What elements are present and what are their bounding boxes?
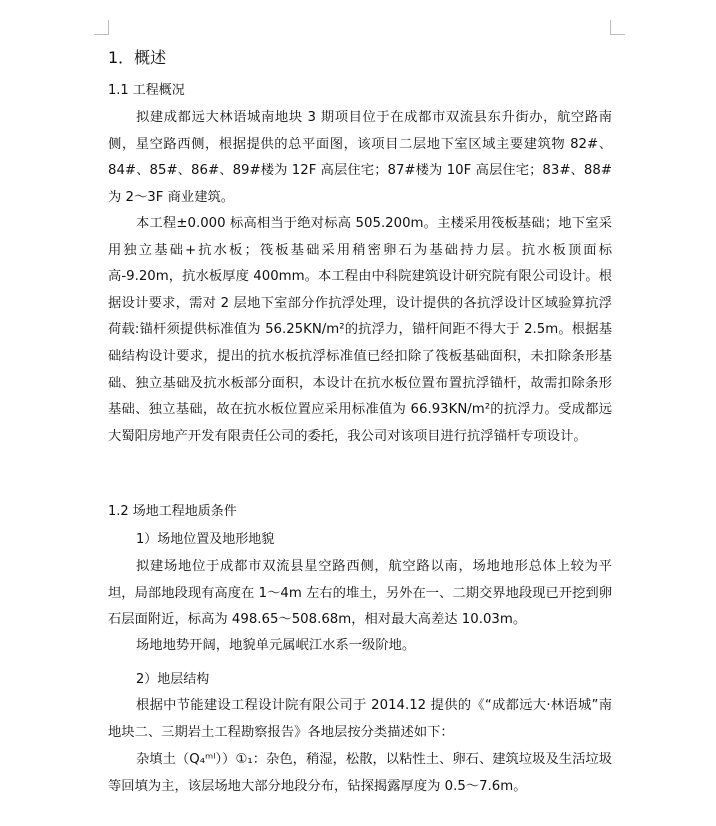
paragraph-fill-soil: 杂填土（Q₄ᵐˡ））①₁：杂色，稍湿，松散，以粘性土、卵石、建筑垃圾及生活垃圾等回填为主，该层场地大部分地段分布，钻探揭露厚度为 0.5～7.6m。 — [108, 752, 612, 794]
paragraph-survey-report: 根据中节能建设工程设计院有限公司于 2014.12 提供的《“成都远大·林语城”南地块二、三期岩土工程勘察报告》各地层按分类描述如下： — [108, 698, 612, 740]
item-heading-strata: 2）地层结构 — [136, 672, 210, 687]
crop-mark-top-left — [94, 20, 109, 35]
item-heading-site-location: 1）场地位置及地形地貌 — [136, 532, 275, 547]
paragraph-foundation-design: 本工程±0.000 标高相当于绝对标高 505.200m。主楼采用筏板基础；地下室采用独立基础+抗水板；筏板基础采用稍密卵石为基础持力层。抗水板顶面标高-9.20m，抗水板厚度 400mm。本工程由中科院建筑设计研究院有限公司设计。根据设计要求，需对 2 层地下室部分作抗浮处理，设计提供的各抗浮设计区域验算抗浮荷载:锚杆须提供标准值为 56.25KN/m²的抗浮力，锚杆间距不得大于 2.5m。根据基础结构设计要求，提出的抗水板抗浮标准值已经扣除了筏板基础面积，未扣除条形基础、独立基础及抗水板部分面积，本设计在抗水板位置布置抗浮锚杆，故需扣除条形基础、独立基础，故在抗水板位置应采用标准值为 66.93KN/m²的抗浮力。受成都远大蜀阳房地产开发有限责任公司的委托，我公司对该项目进行抗浮锚杆专项设计。 — [108, 216, 612, 444]
section-heading-overview: 1．概述 — [108, 48, 167, 67]
paragraph-project-location: 拟建成都远大林语城南地块 3 期项目位于在成都市双流县东升街办，航空路南侧，星空路西侧，根据提供的总平面图，该项目二层地下室区域主要建筑物 82#、84#、85#、86#、89#楼为 12F 高层住宅；87#楼为 10F 高层住宅；83#、88#为 2～3F 商业建筑。 — [108, 110, 612, 205]
paragraph-landform: 场地地势开阔，地貌单元属岷江水系一级阶地。 — [136, 638, 416, 653]
crop-mark-top-right — [610, 20, 625, 35]
subsection-heading-project-overview: 1.1 工程概况 — [108, 83, 185, 98]
paragraph-site-location: 拟建场地位于成都市双流县星空路西侧，航空路以南，场地地形总体上较为平坦，局部地段现有高度在 1～4m 左右的堆土，另外在一、二期交界地段现已开挖到卵石层面附近，标高为 498.65～508.68m，相对最大高差达 10.03m。 — [108, 559, 612, 628]
subsection-heading-geology: 1.2 场地工程地质条件 — [108, 504, 237, 519]
